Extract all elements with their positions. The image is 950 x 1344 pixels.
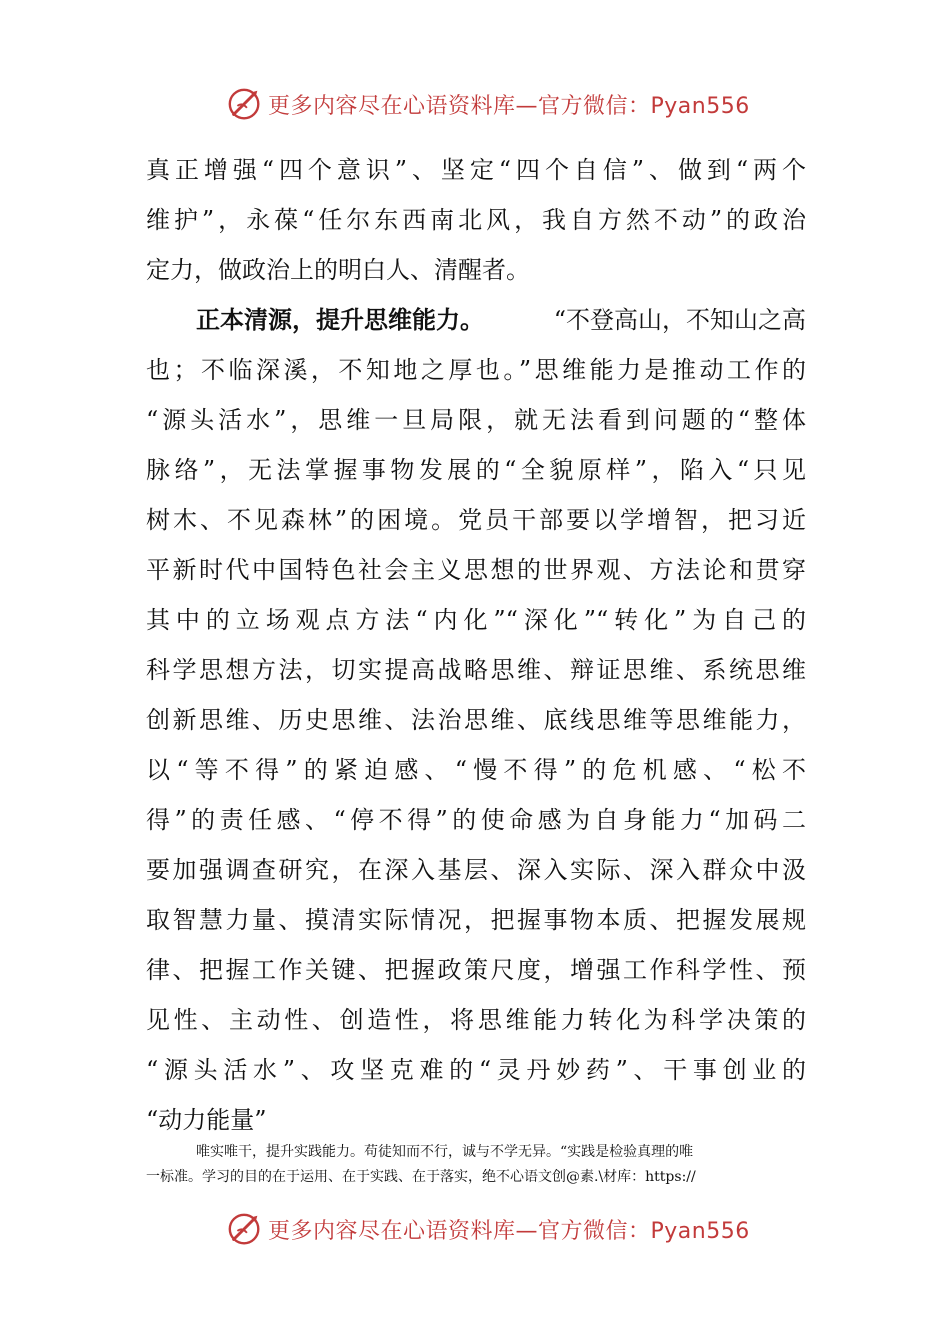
text-line: 要加强调查研究，在深入基层、深入实际、深入群众中汲	[146, 856, 806, 884]
text-line: 取智慧力量、摸清实际情况，把握事物本质、把握发展规	[146, 906, 806, 934]
text-line: 见性、主动性、创造性，将思维能力转化为科学决策的	[146, 1006, 806, 1034]
header-banner-text: 更多内容尽在心语资料库—官方微信：Pyan556	[268, 93, 750, 119]
text-line: “源头活水”，思维一旦局限，就无法看到问题的“整体	[146, 406, 806, 434]
text-line: 得”的责任感、“停不得”的使命感为自身能力“加码二	[146, 806, 806, 834]
text-line: 脉络”，无法掌握事物发展的“全貌原样”，陷入“只见	[146, 456, 806, 484]
text-line: 其中的立场观点方法“内化”“深化”“转化”为自己的	[146, 606, 806, 634]
pen-logo-icon	[226, 1210, 264, 1248]
text-line: 定力，做政治上的明白人、清醒者。	[146, 256, 530, 284]
small-text-line: 一标准。学习的目的在于运用、在于实践、在于落实，绝不心语文创@素.\材库：https://	[146, 1169, 696, 1185]
text-line: 维护”，永葆“任尔东西南北风，我自方然不动”的政治	[146, 206, 806, 234]
text-line: 树木、不见森林”的困境。党员干部要以学增智，把习近	[146, 506, 806, 534]
pen-logo-icon	[226, 85, 264, 123]
header-banner	[226, 84, 750, 124]
text-line: 律、把握工作关键、把握政策尺度，增强工作科学性、预	[146, 956, 806, 984]
text-line: 真正增强“四个意识”、坚定“四个自信”、做到“两个	[146, 156, 806, 184]
text-line: “动力能量”	[146, 1106, 267, 1134]
small-text-line: 唯实唯干，提升实践能力。苟徒知而不行，诚与不学无异。“实践是检验真理的唯	[196, 1144, 694, 1160]
text-line: 科学思想方法，切实提高战略思维、辩证思维、系统思维	[146, 656, 806, 684]
text-line: 创新思维、历史思维、法治思维、底线思维等思维能力，	[146, 706, 806, 734]
text-line: 也；不临深溪，不知地之厚也。”思维能力是推动工作的	[146, 356, 806, 384]
text-line: “不登高山，不知山之高	[553, 306, 806, 334]
footer-banner-text: 更多内容尽在心语资料库—官方微信：Pyan556	[268, 1218, 750, 1244]
paragraph-heading-line	[196, 295, 806, 345]
text-line: 平新时代中国特色社会主义思想的世界观、方法论和贯穿	[146, 556, 806, 584]
paragraph-heading: 正本清源，提升思维能力。	[196, 305, 484, 334]
text-line: “源头活水”、攻坚克难的“灵丹妙药”、干事创业的	[146, 1056, 806, 1084]
text-line: 以“等不得”的紧迫感、“慢不得”的危机感、“松不	[146, 756, 806, 784]
footer-banner	[226, 1209, 750, 1249]
